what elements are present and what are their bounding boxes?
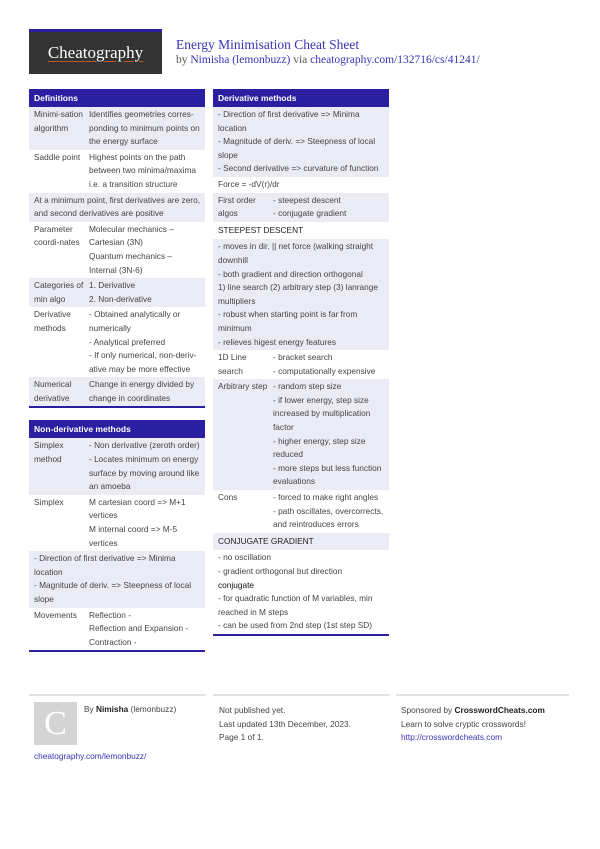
table-row <box>29 107 205 150</box>
line: - forced to make right angles <box>273 492 379 503</box>
cheatography-logo[interactable] <box>29 29 162 74</box>
definition: Identifies geometries corres-ponding to minimum points on the energy surface <box>89 109 200 147</box>
author-name[interactable]: Nimisha <box>96 704 129 714</box>
line: - if lower energy, step size increased by multiplication factor <box>273 394 371 433</box>
author-profile-link[interactable]: cheatography.com/lemonbuzz/ <box>34 751 147 761</box>
line: - no oscillation <box>218 552 272 563</box>
byline <box>176 54 480 66</box>
subsection-heading: CONJUGATE GRADIENT <box>213 533 389 551</box>
section-header: Derivative methods <box>213 89 389 107</box>
last-updated: Last updated 13th December, 2023. <box>219 718 351 729</box>
line: - Magnitude of deriv. => Steepness of local slope <box>34 580 192 604</box>
definition <box>89 223 200 277</box>
via-text: via <box>290 54 311 66</box>
section-header: Non-derivative methods <box>29 420 205 438</box>
table-row <box>213 550 389 634</box>
page-title[interactable]: Energy Minimisation Cheat Sheet <box>176 37 360 52</box>
by-label: By <box>84 704 96 714</box>
definition <box>89 609 200 650</box>
table-row <box>213 107 389 177</box>
definition <box>273 380 384 489</box>
term: Saddle point <box>34 151 81 162</box>
table-row: At a minimum point, first derivatives are zero, and second derivatives are positive <box>29 193 205 222</box>
table-row <box>29 150 205 193</box>
term: Categories of min algo <box>34 280 84 304</box>
term: Arbitrary step <box>218 381 268 392</box>
column-left <box>29 89 205 664</box>
line: - more steps but less function evaluations <box>273 462 382 487</box>
definition <box>273 194 384 221</box>
table-row <box>29 222 205 278</box>
line: - for quadratic function of M variables, min reached in M steps <box>218 593 373 617</box>
line: 1. Derivative <box>89 280 136 291</box>
line: - steepest descent <box>273 194 341 205</box>
table-row <box>213 193 389 222</box>
avatar[interactable]: C <box>34 702 77 745</box>
definition <box>89 439 200 493</box>
line: - Locates minimum on energy surface by moving around like an amoeba <box>89 454 200 492</box>
line: - bracket search <box>273 352 333 363</box>
column-middle <box>213 89 389 648</box>
line: Molecular mechanics – Cartesian (3N) <box>89 223 174 248</box>
term: Minimi-sation algorithm <box>34 109 83 133</box>
line: - random step size <box>273 381 342 392</box>
line: - can be used from 2nd step (1st step SD) <box>218 620 373 631</box>
section-header: Definitions <box>29 89 205 107</box>
line: - conjugate gradient <box>273 208 347 219</box>
line: Reflection - <box>89 609 131 620</box>
footer-divider <box>29 694 206 696</box>
author-link[interactable]: Nimisha (lemonbuzz) <box>190 54 291 66</box>
line: Quantum mechanics – Internal (3N-6) <box>89 250 173 275</box>
line: 1) line search (2) arbitrary step (3) lanrange multipliers <box>218 282 379 306</box>
line: - computationally expensive <box>273 365 376 376</box>
line: - Second derivative => curvature of function <box>218 163 379 174</box>
definition <box>89 279 200 306</box>
term: First order algos <box>218 194 256 219</box>
definitions-section <box>29 89 205 408</box>
line: M internal coord => M-5 vertices <box>89 524 178 548</box>
line: - both gradient and direction orthogonal <box>218 268 363 279</box>
table-row <box>213 350 389 379</box>
line: Reflection and Expansion - <box>89 623 189 634</box>
sponsor-line <box>401 704 545 718</box>
line: - Magnitude of deriv. => Steepness of local slope <box>218 136 376 160</box>
line: - gradient orthogonal but direction <box>218 566 343 576</box>
line: - Non derivative (zeroth order) <box>89 440 200 451</box>
table-row <box>213 379 389 490</box>
page-number: Page 1 of 1. <box>219 732 264 743</box>
table-row <box>29 278 205 307</box>
line: - Direction of first derivative => Minima location <box>218 109 360 133</box>
table-row: Force = -dV(r)/dr <box>218 178 280 189</box>
line: - moves in dir. || net force (walking straight downhill <box>218 241 374 265</box>
sponsor-info <box>401 704 545 745</box>
definition: Change in energy divided by change in coordinates <box>89 379 195 403</box>
line: - robust when starting point is far from minimum <box>218 309 358 333</box>
table-row <box>29 551 205 607</box>
definition <box>273 351 384 378</box>
publish-info <box>219 704 351 745</box>
sheet-url-link[interactable]: cheatography.com/132716/cs/41241/ <box>310 54 480 66</box>
line: - higher energy, step size reduced <box>273 435 366 460</box>
table-row <box>29 307 205 377</box>
line: - path oscillates, overcorrects, and reintroduces errors <box>273 505 384 530</box>
sponsored-label: Sponsored by <box>401 705 455 715</box>
line: Contraction - <box>89 636 137 647</box>
sponsor-name[interactable]: CrosswordCheats.com <box>454 705 545 715</box>
derivative-section <box>213 89 389 636</box>
sponsor-tagline: Learn to solve cryptic crosswords! <box>401 718 526 729</box>
term: Numerical derivative <box>34 379 72 403</box>
nonderivative-section <box>29 420 205 652</box>
logo-text: Cheatography <box>47 43 144 62</box>
published-status: Not published yet. <box>219 705 286 715</box>
line: - Obtained analytically or numerically <box>89 309 181 333</box>
definition <box>89 308 200 376</box>
term: Cons <box>218 492 238 503</box>
table-row <box>29 377 205 406</box>
line: 2. Non-derivative <box>89 293 152 304</box>
line: - Direction of first derivative => Minima location <box>34 553 176 577</box>
term: Simplex method <box>34 440 64 465</box>
term: Movements <box>34 609 77 620</box>
author-handle: (lemonbuzz) <box>128 704 177 714</box>
term: Derivative methods <box>34 309 71 333</box>
table-row <box>213 490 389 533</box>
line: - Analytical preferred <box>89 336 166 347</box>
footer-divider <box>213 694 390 696</box>
line: M cartesian coord => M+1 vertices <box>89 496 186 521</box>
subsection-heading: STEEPEST DESCENT <box>218 224 304 235</box>
sponsor-link[interactable]: http://crosswordcheats.com <box>401 732 502 743</box>
term: Parameter coordi-nates <box>34 223 80 248</box>
term: Simplex <box>34 496 64 507</box>
footer-divider <box>396 694 569 696</box>
line: conjugate <box>218 579 254 590</box>
by-prefix: by <box>176 54 191 66</box>
term: 1D Line search <box>218 352 247 376</box>
line: - relieves higest energy features <box>218 336 337 347</box>
table-row <box>213 239 389 350</box>
line: - If only numerical, non-deriv-ative may be more effective <box>89 350 197 374</box>
table-row <box>29 438 205 494</box>
definition <box>89 496 200 550</box>
table-row <box>29 608 205 651</box>
table-row <box>29 495 205 551</box>
footer-author <box>84 704 176 714</box>
definition: Highest points on the path between two minima/maxima i.e. a transition structure <box>89 151 196 189</box>
definition <box>273 491 384 532</box>
